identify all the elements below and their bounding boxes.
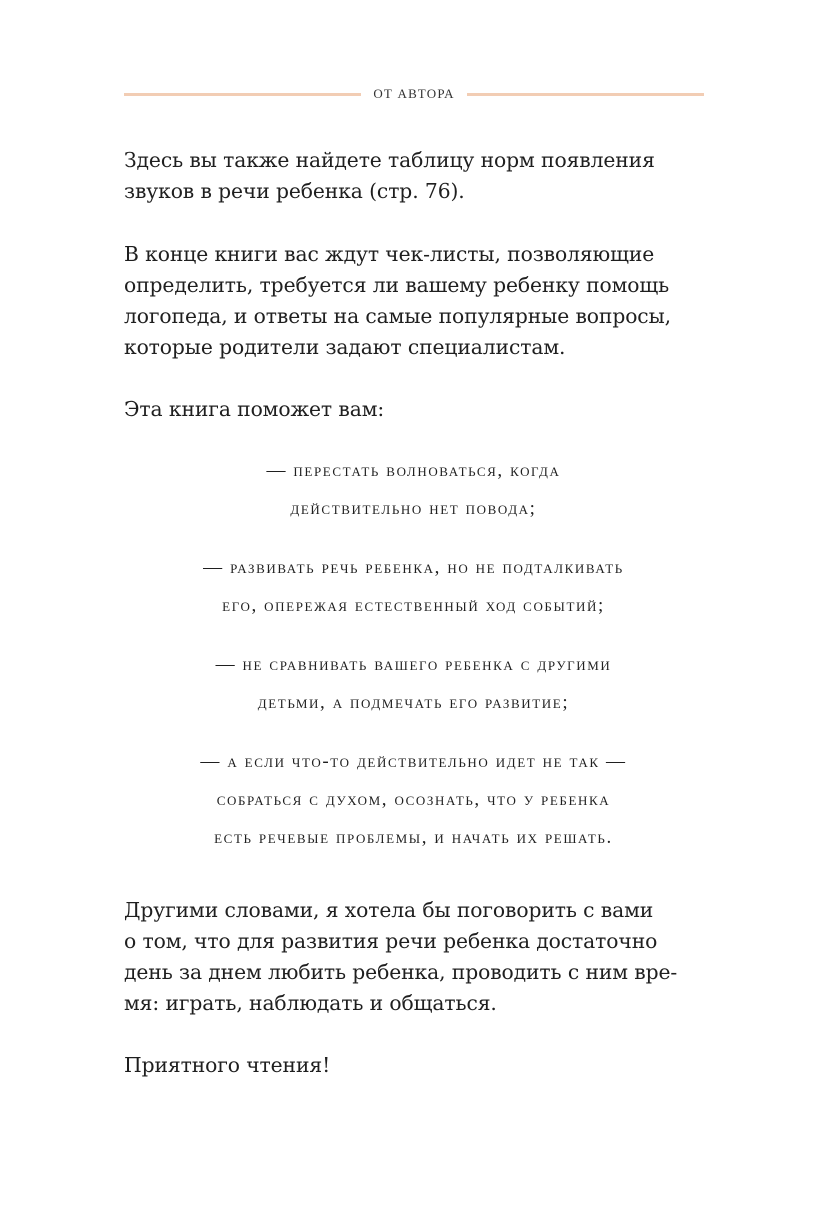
paragraph-enjoy-reading: [124, 1050, 714, 1081]
benefit-item: [100, 646, 727, 722]
paragraph-norms-table: [124, 145, 714, 207]
header-rule-left: [124, 93, 361, 96]
paragraph-line: звуков в речи ребенка (стр. 76).: [124, 179, 465, 203]
benefit-line: — не сравнивать вашего ребенка с другими: [215, 654, 612, 675]
benefit-line: его, опережая естественный ход событий;: [222, 595, 605, 616]
header-title: ОТ АВТОРА: [373, 86, 455, 101]
paragraph-checklists: [124, 239, 714, 363]
paragraph-line: Приятного чтения!: [124, 1053, 331, 1077]
paragraph-line: день за днем любить ребенка, проводить с ним вре-: [124, 960, 678, 984]
benefit-item: [100, 743, 727, 857]
paragraph-line: определить, требуется ли вашему ребенку помощь: [124, 273, 670, 297]
paragraph-line: которые родители задают специалистам.: [124, 335, 566, 359]
paragraph-line: о том, что для развития речи ребенка достаточно: [124, 929, 658, 953]
paragraph-line: Другими словами, я хотела бы поговорить с вами: [124, 898, 654, 922]
paragraph-book-helps: [124, 394, 714, 425]
paragraph-line: В конце книги вас ждут чек-листы, позволяющие: [124, 242, 655, 266]
benefit-line: собраться с духом, осознать, что у ребенка: [216, 789, 611, 810]
benefit-line: детьми, а подмечать его развитие;: [257, 692, 570, 713]
benefit-item: [100, 452, 727, 528]
benefit-line: — развивать речь ребенка, но не подталкивать: [203, 557, 624, 578]
header-rule-right: [467, 93, 704, 96]
benefit-line: есть речевые проблемы, и начать их решать.: [214, 827, 613, 848]
paragraph-line: Эта книга поможет вам:: [124, 397, 385, 421]
running-header: [124, 82, 704, 106]
paragraph-in-other-words: [124, 895, 714, 1019]
benefit-line: действительно нет повода;: [290, 498, 537, 519]
benefit-item: [100, 549, 727, 625]
paragraph-line: мя: играть, наблюдать и общаться.: [124, 991, 497, 1015]
benefit-line: — а если что-то действительно идет не так —: [200, 751, 627, 772]
paragraph-line: логопеда, и ответы на самые популярные вопросы,: [124, 304, 671, 328]
benefit-line: — перестать волноваться, когда: [266, 460, 561, 481]
paragraph-line: Здесь вы также найдете таблицу норм появления: [124, 148, 655, 172]
benefits-list: [100, 452, 727, 878]
